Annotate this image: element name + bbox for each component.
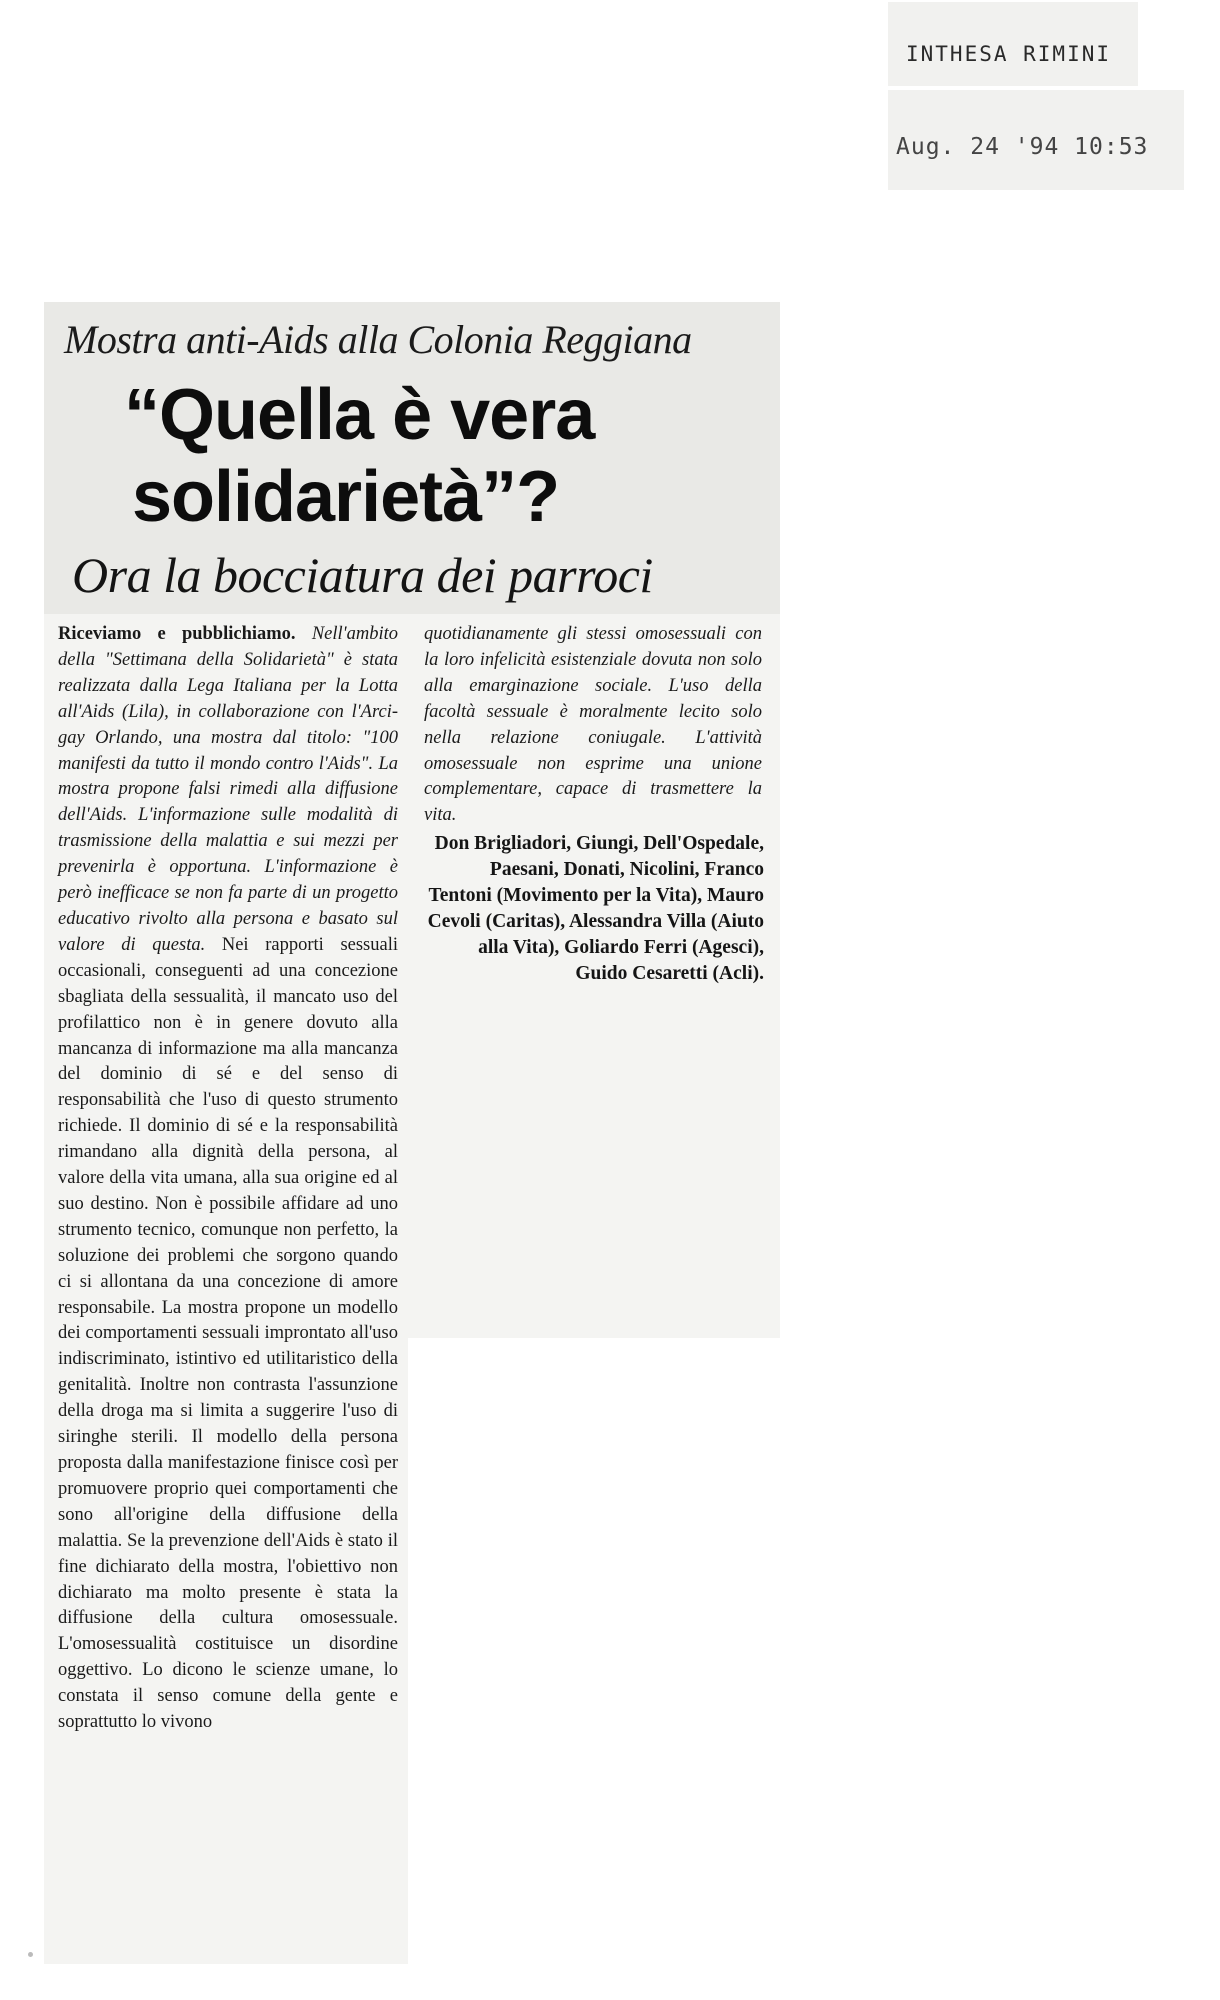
- article-column-left: [44, 614, 408, 1964]
- article-signatures: Don Brigliadori, Giungi, Dell'Ospedale, Paesani, Donati, Nicolini, Franco Tentoni (Movimento per la Vita), Mauro Cevoli (Caritas), Alessandra Villa (Aiuto alla Vita), Goliardo Ferri (Agesci), Guido Cesaretti (Acli).: [427, 833, 764, 984]
- article-kicker: Mostra anti-Aids alla Colonia Reggiana: [64, 317, 692, 362]
- article-body-left: [58, 622, 398, 1736]
- article-subtitle: Ora la bocciatura dei parroci: [72, 547, 653, 603]
- article-column-right: [408, 614, 780, 1338]
- fax-timestamp-text: Aug. 24 '94 10:53: [896, 134, 1149, 160]
- fax-timestamp-stamp: [888, 90, 1184, 190]
- article-body-right: quotidianamente gli stessi omosessuali con la loro infelicità esistenziale dovuta non solo alla emarginazione sociale. L'uso della facoltà sessuale è moralmente lecito solo nella relazione coniugale. L'attività omosessuale non esprime una unione complementare, capace di trasmettere la vita.: [424, 624, 762, 826]
- scan-speck: [28, 1952, 33, 1957]
- fax-sender-text: INTHESA RIMINI: [906, 42, 1112, 66]
- article-body-part2: Nei rapporti sessuali occasionali, conseguenti ad una concezione sbagliata della sessualità, il mancato uso del profilattico non è in genere dovuto alla mancanza di informazione ma alla mancanza del dominio di sé e del senso di responsabilità che l'uso di questo strumento richiede. Il dominio di sé e la responsabilità rimandano alla dignità della persona, al valore della vita umana, alla sua origine ed al suo destino. Non è possibile affidare ad uno strumento tecnico, comunque non perfetto, la soluzione dei problemi che sorgono quando ci si allontana da una concezione di amore responsabile. La mostra propone un modello dei comportamenti sessuali improntato all'uso indiscriminato, istintivo ed utilitaristico della genitalità. Inoltre non contrasta l'assunzione della droga ma si limita a suggerire l'uso di siringhe sterili. Il modello della persona proposta dalla manifestazione finisce così per promuovere proprio quei comportamenti che sono all'origine della diffusione della malattia. Se la prevenzione dell'Aids è stato il fine dichiarato della mostra, l'obiettivo non dichiarato ma molto presente è stata la diffusione della cultura omosessuale. L'omosessualità costituisce un disordine oggettivo. Lo dicono le scienze umane, lo constata il senso comune della gente e soprattutto lo vivono: [58, 934, 398, 1733]
- article-title-line2: solidarietà”?: [132, 457, 560, 537]
- article-lead: Riceviamo e pubblichiamo.: [58, 624, 312, 644]
- article-body-part1: Nell'ambito della "Settimana della Solidarietà" è stata realizzata dalla Lega Italiana per la Lotta all'Aids (Lila), in collaborazione con l'Arci-gay Orlando, una mostra dal titolo: "100 manifesti da tutto il mondo contro l'Aids". La mostra propone falsi rimedi alla diffusione dell'Aids. L'informazione sulle modalità di trasmissione della malattia e sui mezzi per prevenirla è opportuna. L'informazione è però inefficace se non fa parte di un progetto educativo rivolto alla persona e basato sul valore di questa.: [58, 624, 398, 955]
- fax-sender-stamp: [888, 2, 1138, 86]
- article-title-line1: “Quella è vera: [124, 375, 595, 455]
- article-title: [124, 374, 764, 538]
- headline-block: [44, 302, 780, 614]
- newspaper-clipping: [44, 302, 780, 1964]
